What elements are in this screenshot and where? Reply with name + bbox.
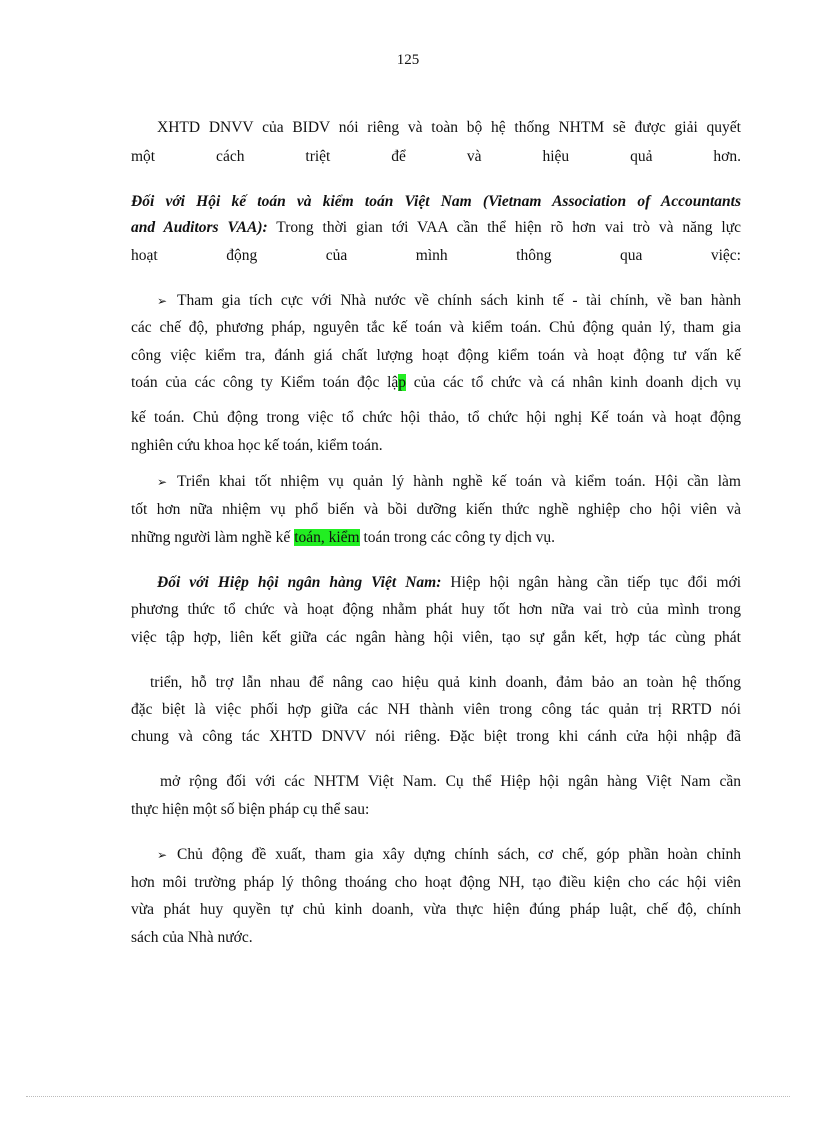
bank-assoc-line-5: đặc biệt là việc phối hợp giữa các NH thành viên trong công tác quản trị RRTD nói	[131, 701, 741, 718]
highlighted-text: toán, kiểm	[294, 529, 360, 546]
vaa-heading: Đối với Hội kế toán và kiểm toán Việt Nam (Vietnam Association of Accountants	[131, 193, 741, 210]
vaa-heading-end: and Auditors VAA):	[131, 219, 268, 236]
bullet-3-line-1	[157, 845, 741, 865]
bullet-1-line-3: công việc kiểm tra, đánh giá chất lượng hoạt động kiểm toán và hoạt động tư vấn kế	[131, 347, 741, 364]
page-number: 125	[396, 52, 420, 68]
bank-assoc-line-4: triển, hỗ trợ lẫn nhau để nâng cao hiệu quả kinh doanh, đảm bảo an toàn hệ thống	[150, 674, 741, 691]
bullet-3-text: Chủ động đề xuất, tham gia xây dựng chính sách, cơ chế, góp phần hoàn chỉnh	[177, 846, 741, 863]
bullet-3-line-4: sách của Nhà nước.	[131, 929, 253, 946]
vaa-line-3: hoạt động của mình thông qua việc:	[131, 247, 741, 264]
bullet-3-line-2: hơn môi trường pháp lý thông thoáng cho hoạt động NH, tạo điều kiện cho các hội viên	[131, 874, 741, 891]
vaa-line-2	[131, 218, 741, 238]
bullet-2-line-3-end: toán trong các công ty dịch vụ.	[359, 529, 556, 546]
bank-assoc-line-2: phương thức tổ chức và hoạt động nhằm phát huy tốt hơn nữa vai trò của mình trong	[131, 601, 741, 618]
bank-assoc-line-3: việc tập hợp, liên kết giữa các ngân hàng hội viên, tạo sự gắn kết, hợp tác cùng phát	[131, 629, 741, 646]
vaa-line-2-text: Trong thời gian tới VAA cần thể hiện rõ hơn vai trò và năng lực	[267, 219, 742, 236]
bank-assoc-line-7: mở rộng đối với các NHTM Việt Nam. Cụ thể Hiệp hội ngân hàng Việt Nam cần	[160, 773, 741, 790]
bullet-1-line-1	[157, 291, 741, 311]
highlighted-text: p	[398, 374, 407, 391]
vaa-heading-line-1	[131, 192, 741, 212]
bullet-1-line-4-end: của các tổ chức và cá nhân kinh doanh dịch vụ	[406, 374, 741, 391]
paragraph-1-line-2: một cách triệt để và hiệu quả hơn.	[131, 148, 741, 165]
bank-assoc-line-1-text: Hiệp hội ngân hàng cần tiếp tục đổi mới	[441, 574, 742, 591]
bullet-3-line-3: vừa phát huy quyền tự chủ kinh doanh, vừa thực hiện đúng pháp luật, chế độ, chính	[131, 901, 741, 918]
bank-assoc-line-6: chung và công tác XHTD DNVV nói riêng. Đặc biệt trong khi cánh cửa hội nhập đã	[131, 728, 741, 745]
arrow-bullet-icon: ➢	[157, 475, 168, 489]
bullet-2-line-2: tốt hơn nữa nhiệm vụ phổ biến và bồi dưỡng kiến thức nghề nghiệp cho hội viên và	[131, 501, 741, 518]
bullet-1-line-6: nghiên cứu khoa học kế toán, kiểm toán.	[131, 437, 383, 454]
bullet-2-line-1	[157, 472, 741, 492]
bullet-2-line-3-start: những người làm nghề kế	[131, 529, 295, 546]
bullet-2-text: Triển khai tốt nhiệm vụ quản lý hành nghề kế toán và kiểm toán. Hội cần làm	[177, 473, 741, 490]
bank-assoc-line-8: thực hiện một số biện pháp cụ thể sau:	[131, 801, 370, 818]
paragraph-1-line-1: XHTD DNVV của BIDV nói riêng và toàn bộ hệ thống NHTM sẽ được giải quyết	[157, 119, 741, 136]
bullet-1-line-4-start: toán của các công ty Kiểm toán độc lậ	[131, 374, 399, 391]
arrow-bullet-icon: ➢	[157, 848, 168, 862]
bullet-1-line-4	[131, 373, 741, 393]
bank-assoc-heading: Đối với Hiệp hội ngân hàng Việt Nam:	[157, 574, 442, 591]
bullet-1-line-2: các chế độ, phương pháp, nguyên tắc kế toán và kiểm toán. Chủ động quản lý, tham gia	[131, 319, 741, 336]
bank-assoc-line-1	[157, 573, 741, 593]
bullet-2-line-3	[131, 528, 741, 548]
bullet-1-line-5: kế toán. Chủ động trong việc tổ chức hội thảo, tổ chức hội nghị Kế toán và hoạt động	[131, 409, 741, 426]
bullet-1-text: Tham gia tích cực với Nhà nước về chính sách kinh tế - tài chính, về ban hành	[177, 292, 741, 309]
page-bottom-divider	[26, 1096, 790, 1097]
arrow-bullet-icon: ➢	[157, 294, 168, 308]
